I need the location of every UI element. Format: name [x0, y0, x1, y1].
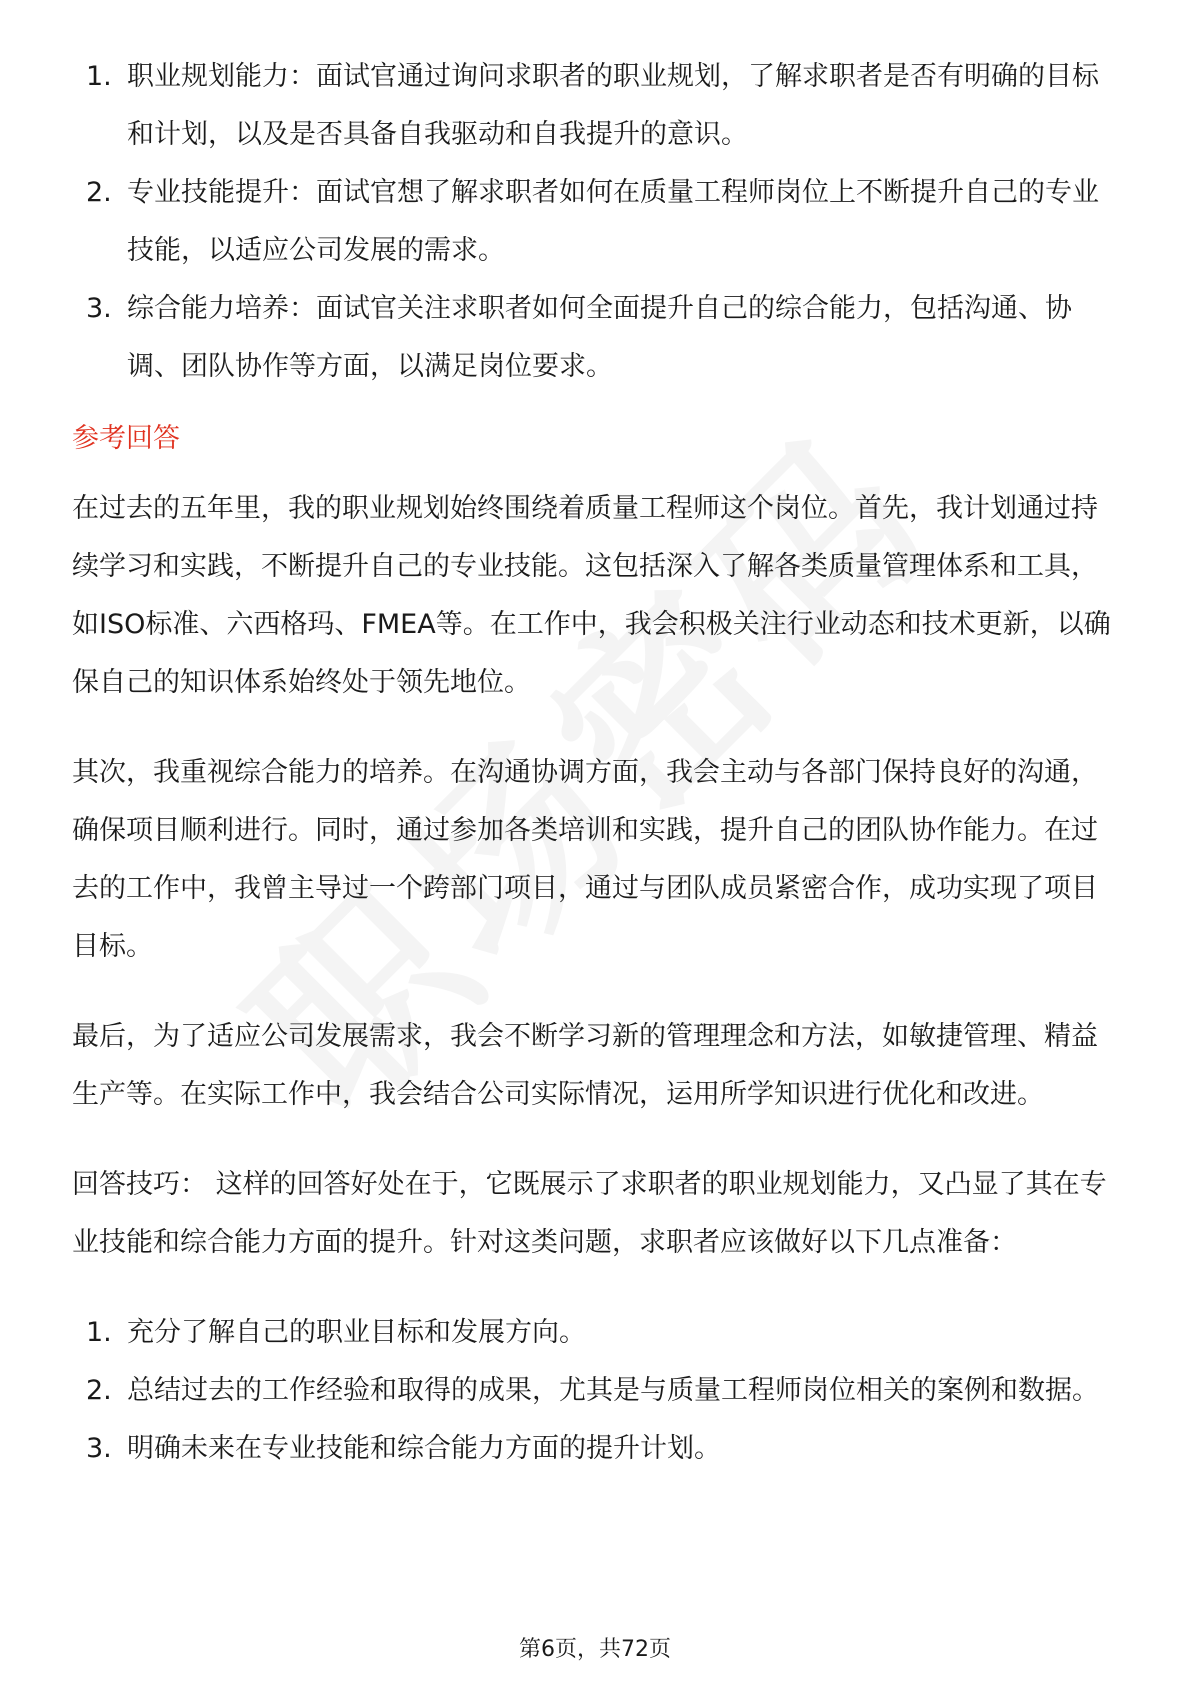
- list-item: [72, 1362, 1122, 1420]
- tips-list: [72, 1304, 1122, 1478]
- list-item-number: 2.: [86, 177, 112, 208]
- list-item-number: 3.: [86, 1433, 112, 1464]
- list-item-text: 专业技能提升：面试官想了解求职者如何在质量工程师岗位上不断提升自己的专业技能，以适应公司发展的需求。: [127, 177, 1099, 266]
- list-item: [72, 1420, 1122, 1478]
- page-footer: 第6页，共72页: [519, 1637, 671, 1662]
- list-item-number: 3.: [86, 293, 112, 324]
- intro-list: [72, 48, 1122, 396]
- list-item: [72, 280, 1122, 396]
- list-item-number: 1.: [86, 1317, 112, 1348]
- list-item-text: 充分了解自己的职业目标和发展方向。: [127, 1317, 586, 1348]
- list-item-text: 总结过去的工作经验和取得的成果，尤其是与质量工程师岗位相关的案例和数据。: [127, 1375, 1099, 1406]
- list-item-text: 职业规划能力：面试官通过询问求职者的职业规划，了解求职者是否有明确的目标和计划，以及是否具备自我驱动和自我提升的意识。: [127, 61, 1099, 150]
- page-content: [72, 48, 1122, 1478]
- list-item-text: 综合能力培养：面试官关注求职者如何全面提升自己的综合能力，包括沟通、协调、团队协作等方面，以满足岗位要求。: [127, 293, 1072, 382]
- answer-paragraph-3: 最后，为了适应公司发展需求，我会不断学习新的管理理念和方法，如敏捷管理、精益生产等。在实际工作中，我会结合公司实际情况，运用所学知识进行优化和改进。: [72, 1021, 1098, 1110]
- list-item-text: 明确未来在专业技能和综合能力方面的提升计划。: [127, 1433, 721, 1464]
- list-item: [72, 48, 1122, 164]
- list-item-number: 1.: [86, 61, 112, 92]
- list-item: [72, 164, 1122, 280]
- list-item-number: 2.: [86, 1375, 112, 1406]
- answer-paragraph-1: 在过去的五年里，我的职业规划始终围绕着质量工程师这个岗位。首先，我计划通过持续学习和实践，不断提升自己的专业技能。这包括深入了解各类质量管理体系和工具，如ISO标准、六西格玛、FMEA等。在工作中，我会积极关注行业动态和技术更新，以确保自己的知识体系始终处于领先地位。: [72, 493, 1111, 698]
- answer-tips-paragraph: 回答技巧： 这样的回答好处在于，它既展示了求职者的职业规划能力，又凸显了其在专业技能和综合能力方面的提升。针对这类问题，求职者应该做好以下几点准备：: [72, 1169, 1107, 1258]
- answer-paragraph-2: 其次，我重视综合能力的培养。在沟通协调方面，我会主动与各部门保持良好的沟通，确保项目顺利进行。同时，通过参加各类培训和实践，提升自己的团队协作能力。在过去的工作中，我曾主导过一个跨部门项目，通过与团队成员紧密合作，成功实现了项目目标。: [72, 757, 1098, 962]
- section-heading: 参考回答: [72, 423, 180, 454]
- list-item: [72, 1304, 1122, 1362]
